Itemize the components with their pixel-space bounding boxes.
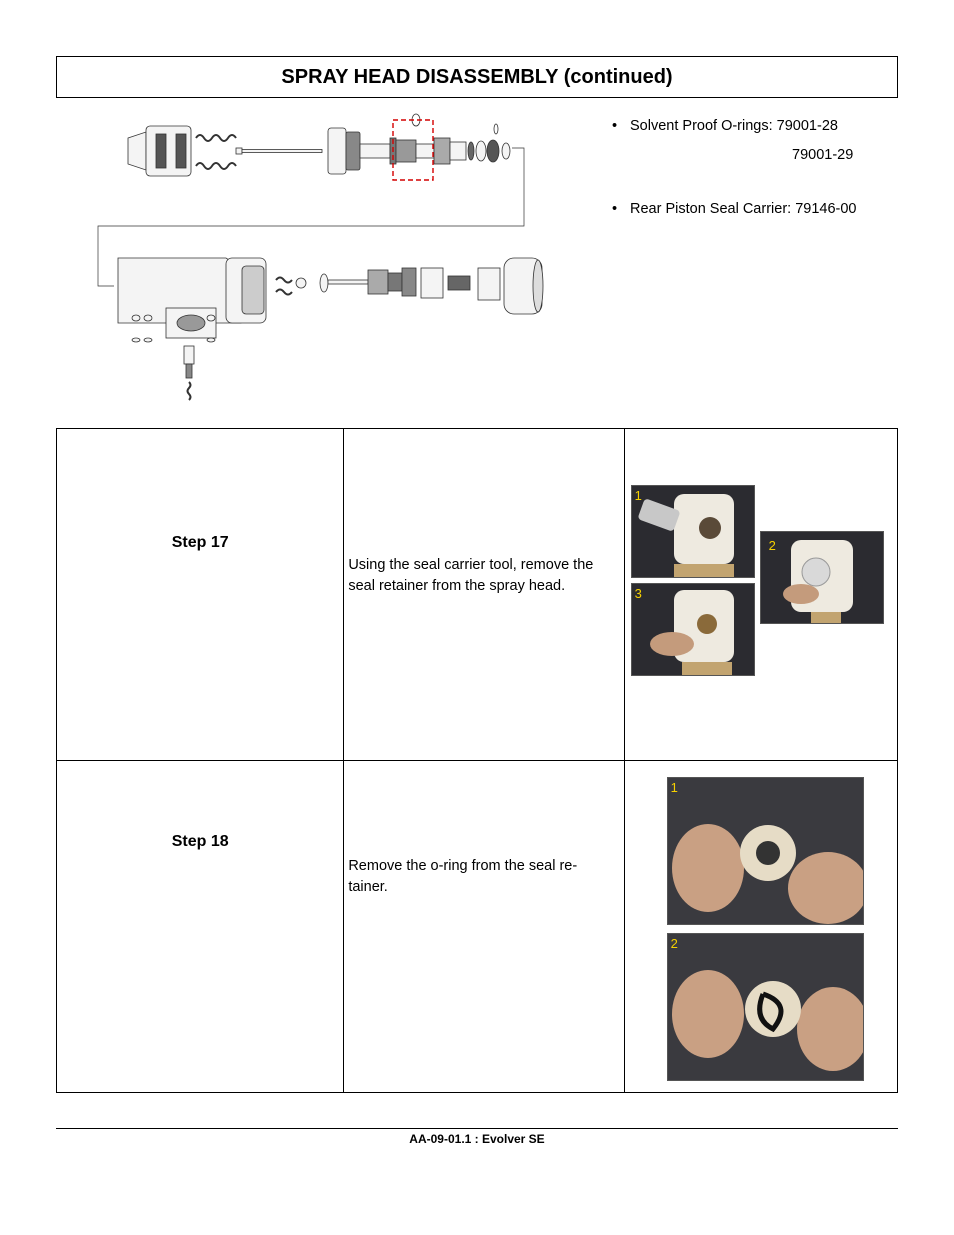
step-photo xyxy=(667,933,864,1081)
parts-item-extra: 79001-29 xyxy=(792,147,854,163)
step-description: Using the seal carrier tool, remove the seal retainer from the spray head. xyxy=(348,557,594,594)
photo-number: 1 xyxy=(670,780,678,795)
bullet-icon: • xyxy=(612,118,618,134)
page-footer: AA-09-01.1 : Evolver SE xyxy=(409,1132,545,1146)
exploded-assembly-diagram xyxy=(56,108,586,413)
parts-item-label: Rear Piston Seal Carrier: 79146-00 xyxy=(630,201,857,217)
step-label: Step 17 xyxy=(171,534,229,551)
table-row xyxy=(57,761,898,1093)
step-description: Remove the o-ring from the seal re-tainer. xyxy=(348,858,578,895)
bullet-icon: • xyxy=(612,201,618,217)
photo-number: 1 xyxy=(634,488,642,503)
step-photo xyxy=(631,583,755,676)
table-row xyxy=(57,429,898,761)
parts-item-orings xyxy=(612,117,902,136)
footer-divider xyxy=(56,1128,898,1129)
step-photo xyxy=(760,531,884,624)
step-photo xyxy=(631,485,755,578)
page-title: SPRAY HEAD DISASSEMBLY (continued) xyxy=(56,56,898,98)
steps-table xyxy=(56,428,898,1093)
parts-item-label: Solvent Proof O-rings: 79001-28 xyxy=(630,118,838,134)
parts-list xyxy=(612,117,902,219)
parts-item-seal-carrier xyxy=(612,200,902,219)
step-photo xyxy=(667,777,864,925)
photo-number: 2 xyxy=(768,538,776,553)
photo-number: 3 xyxy=(634,586,642,601)
step-label: Step 18 xyxy=(171,833,229,850)
photo-number: 2 xyxy=(670,936,678,951)
